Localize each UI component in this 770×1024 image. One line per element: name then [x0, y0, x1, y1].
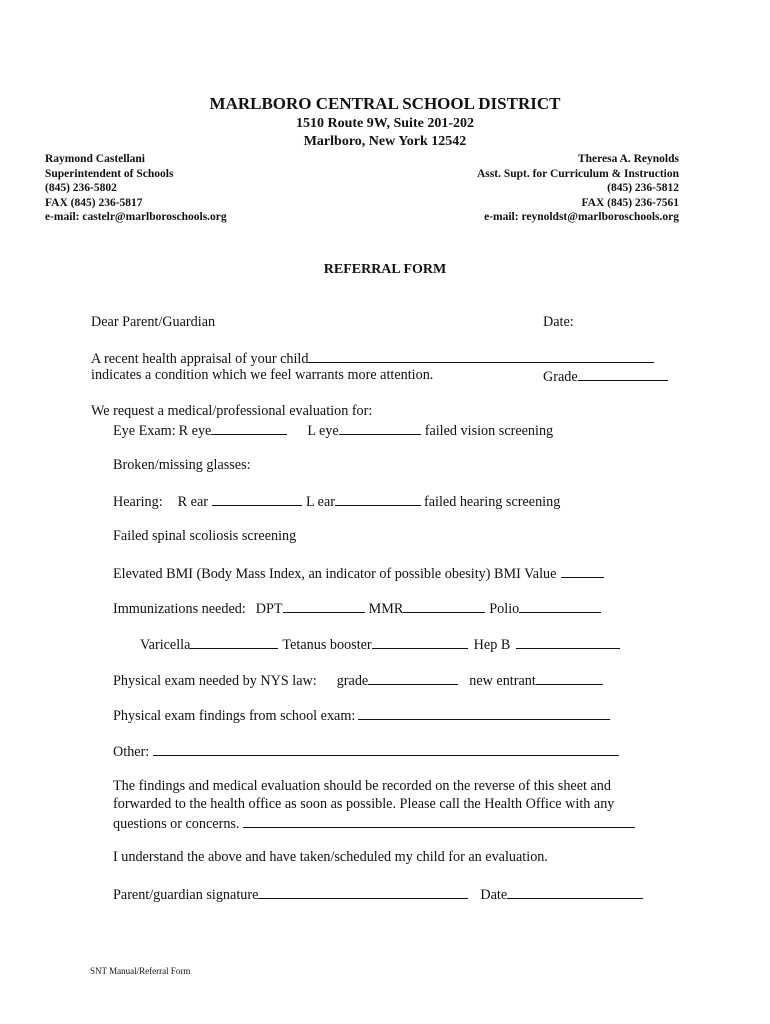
l-eye-label: L eye	[307, 423, 339, 439]
request-text: We request a medical/professional evaluation for:	[91, 403, 373, 419]
hepb-field[interactable]	[516, 635, 620, 649]
district-title: MARLBORO CENTRAL SCHOOL DISTRICT	[209, 94, 561, 113]
dpt-field[interactable]	[283, 599, 365, 613]
findings-field[interactable]	[358, 706, 610, 720]
vaccines-line	[140, 635, 620, 654]
asst-superintendent-contact	[477, 152, 679, 225]
child-line	[91, 349, 654, 368]
physical-exam-label: Physical exam needed by NYS law:	[113, 673, 317, 689]
r-ear-label: R ear	[177, 494, 208, 510]
understand-text: I understand the above and have taken/scheduled my child for an evaluation.	[113, 849, 548, 865]
instructions-line1: The findings and medical evaluation should be recorded on the reverse of this sheet and	[113, 778, 611, 794]
signature-label: Parent/guardian signature	[113, 887, 259, 903]
superintendent-contact	[45, 152, 227, 225]
tetanus-field[interactable]	[372, 635, 468, 649]
contact-phone: (845) 236-5812	[607, 182, 679, 195]
contact-name: Raymond Castellani	[45, 153, 145, 165]
scoliosis-label: Failed spinal scoliosis screening	[113, 528, 297, 544]
appraisal-text: A recent health appraisal of your child	[91, 351, 309, 367]
bmi-line	[113, 564, 604, 583]
new-entrant-label: new entrant	[469, 673, 536, 689]
sig-date-field[interactable]	[507, 885, 643, 899]
pe-grade-label: grade	[336, 673, 369, 689]
immunizations-label: Immunizations needed:	[113, 601, 246, 617]
grade-label: Grade	[543, 369, 578, 385]
hearing-label: Hearing:	[113, 494, 163, 510]
r-ear-field[interactable]	[212, 492, 302, 506]
salutation: Dear Parent/Guardian	[91, 314, 216, 330]
form-title: REFERRAL FORM	[323, 262, 447, 277]
dpt-label: DPT	[255, 601, 283, 617]
pe-grade-field[interactable]	[368, 671, 458, 685]
district-address-line2: Marlboro, New York 12542	[303, 134, 467, 149]
mmr-label: MMR	[368, 601, 404, 617]
glasses-label: Broken/missing glasses:	[113, 457, 251, 473]
varicella-label: Varicella	[140, 637, 191, 653]
grade-field[interactable]	[578, 367, 668, 381]
other-field[interactable]	[153, 742, 619, 756]
varicella-field[interactable]	[190, 635, 278, 649]
child-name-field[interactable]	[308, 349, 654, 363]
l-eye-field[interactable]	[339, 421, 421, 435]
contact-fax: FAX (845) 236-7561	[581, 196, 679, 209]
physical-exam-line	[113, 671, 603, 690]
findings-label: Physical exam findings from school exam:	[113, 708, 356, 724]
instructions-line2: forwarded to the health office as soon as possible. Please call the Health Office with any	[113, 796, 615, 812]
date-label: Date:	[543, 314, 574, 330]
condition-text: indicates a condition which we feel warrants more attention.	[91, 367, 434, 383]
hepb-label: Hep B	[473, 637, 511, 653]
findings-line	[113, 706, 610, 725]
tetanus-label: Tetanus booster	[282, 637, 372, 653]
district-address-line1: 1510 Route 9W, Suite 201-202	[296, 116, 474, 131]
contact-title: Asst. Supt. for Curriculum & Instruction	[476, 167, 679, 180]
eye-exam-label: Eye Exam:	[113, 423, 176, 439]
eye-exam-line	[113, 421, 553, 440]
contact-phone: (845) 236-5802	[45, 182, 117, 195]
other-label: Other:	[113, 744, 150, 760]
polio-field[interactable]	[519, 599, 601, 613]
contact-name: Theresa A. Reynolds	[577, 153, 679, 165]
bmi-label: Elevated BMI (Body Mass Index, an indicator of possible obesity) BMI Value	[113, 566, 557, 582]
signature-line	[113, 885, 643, 904]
contact-email: e-mail: castelr@marlboroschools.org	[45, 211, 227, 224]
other-line	[113, 742, 619, 761]
questions-field[interactable]	[243, 814, 635, 828]
r-eye-field[interactable]	[211, 421, 287, 435]
contact-fax: FAX (845) 236-5817	[45, 196, 143, 209]
signature-field[interactable]	[258, 885, 468, 899]
bmi-value-field[interactable]	[561, 564, 604, 578]
polio-label: Polio	[489, 601, 520, 617]
sig-date-label: Date	[480, 887, 508, 903]
r-eye-label: R eye	[178, 423, 212, 439]
questions-text: questions or concerns.	[113, 816, 240, 832]
failed-vision-text: failed vision screening	[424, 423, 554, 439]
contact-email: e-mail: reynoldst@marlboroschools.org	[484, 211, 679, 224]
new-entrant-field[interactable]	[536, 671, 603, 685]
grade-line	[543, 367, 668, 386]
immunizations-line	[113, 599, 601, 618]
footer-text: SNT Manual/Referral Form	[90, 966, 191, 976]
l-ear-field[interactable]	[335, 492, 421, 506]
mmr-field[interactable]	[403, 599, 485, 613]
contact-title: Superintendent of Schools	[45, 167, 174, 180]
instructions-line3	[113, 814, 635, 833]
failed-hearing-text: failed hearing screening	[424, 494, 561, 510]
hearing-line	[113, 492, 560, 511]
l-ear-label: L ear	[305, 494, 335, 510]
